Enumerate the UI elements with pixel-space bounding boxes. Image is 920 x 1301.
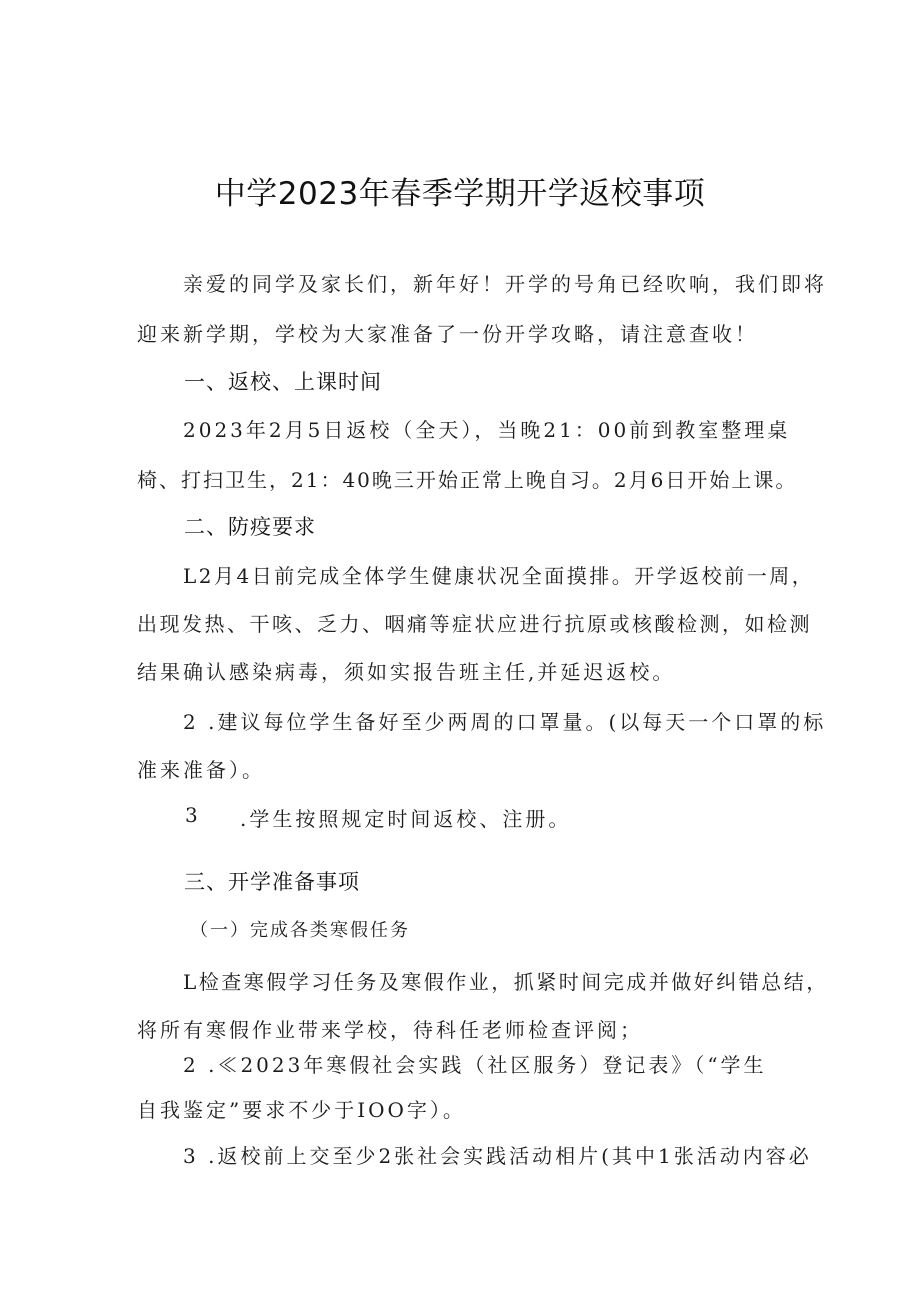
section-3-item-2-line-1: 2 .≪2023年寒假社会实践（社区服务）登记表》（“学生 xyxy=(183,1053,767,1077)
section-2-item-3-number: 3 xyxy=(185,803,201,827)
section-2-item-2-line-1: 2 .建议每位学生备好至少两周的口罩量。(以每天一个口罩的标 xyxy=(183,710,827,734)
section-3-item-1-line-2: 将所有寒假作业带来学校，待科任老师检查评阅； xyxy=(137,1018,643,1042)
section-3-heading: 三、开学准备事项 xyxy=(184,870,360,894)
section-2-heading: 二、防疫要求 xyxy=(184,515,316,539)
section-1-heading: 一、返校、上课时间 xyxy=(184,370,382,394)
page-title: 中学2023年春季学期开学返校事项 xyxy=(214,176,706,212)
section-3-subheading: （一）完成各类寒假任务 xyxy=(190,920,410,941)
section-1-line-2: 椅、打扫卫生，21：40晚三开始正常上晚自习。2月6日开始上课。 xyxy=(137,468,798,492)
section-2-item-1-line-2: 出现发热、干咳、乏力、咽痛等症状应进行抗原或核酸检测，如检测 xyxy=(137,612,812,636)
intro-line-2: 迎来新学期，学校为大家准备了一份开学攻略，请注意查收！ xyxy=(137,322,758,346)
section-3-item-3-line-1: 3 .返校前上交至少2张社会实践活动相片(其中1张活动内容必 xyxy=(183,1144,812,1168)
section-2-item-1-line-1: L2月4日前完成全体学生健康状况全面摸排。开学返校前一周， xyxy=(183,564,815,588)
section-2-item-3-text: .学生按照规定时间返校、注册。 xyxy=(240,807,572,831)
section-3-item-1-line-1: L检查寒假学习任务及寒假作业，抓紧时间完成并做好纠错总结， xyxy=(183,970,829,994)
section-3-item-2-line-2: 自我鉴定”要求不少于IOO字）。 xyxy=(137,1098,466,1122)
intro-line-1: 亲爱的同学及家长们，新年好！开学的号角已经吹响，我们即将 xyxy=(183,272,827,296)
section-2-item-2-line-2: 准来准备）。 xyxy=(137,758,265,782)
section-1-line-1: 2023年2月5日返校（全天），当晚21：00前到教室整理桌 xyxy=(183,418,791,442)
section-2-item-1-line-3: 结果确认感染病毒，须如实报告班主任,并延迟返校。 xyxy=(137,660,676,684)
